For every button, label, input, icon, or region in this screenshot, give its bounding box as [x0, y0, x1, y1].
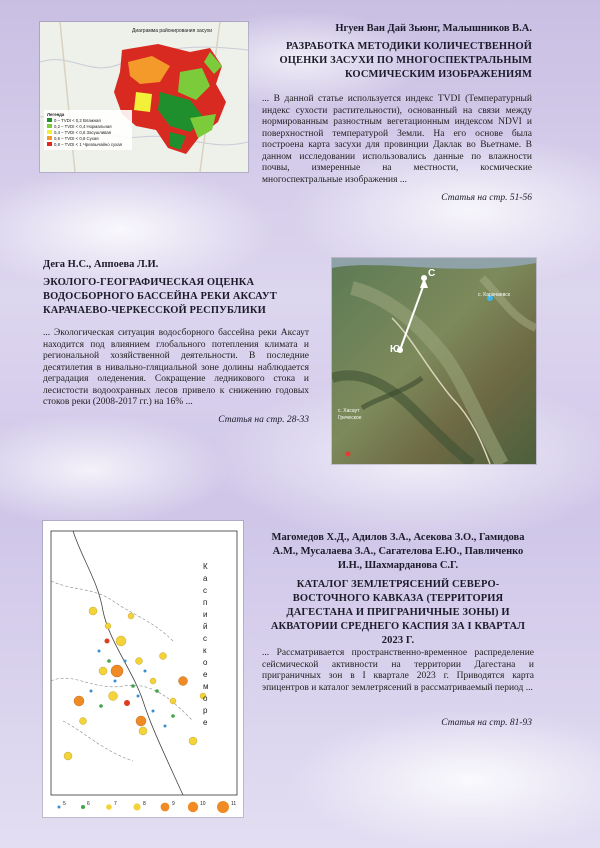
article-1-page-ref[interactable]: Статья на стр. 51-56 [441, 193, 532, 203]
article-2-authors: Дега Н.С., Аппоева Л.И. [43, 259, 159, 270]
legend-item [47, 142, 129, 148]
legend-label: 0,2 – TVDI < 0,4 Нормальная [54, 124, 112, 129]
scale-label: 8 [143, 801, 146, 807]
drought-map-title: Диаграмма районирования засухи [132, 28, 213, 34]
legend-swatch [47, 136, 52, 140]
legend-label: 0,8 – TVDI < 1 Чрезвычайно сухая [54, 142, 122, 147]
article-1-title: РАЗРАБОТКА МЕТОДИКИ КОЛИЧЕСТВЕННОЙ ОЦЕНКИ ЗАСУХИ ПО МНОГОСПЕКТРАЛЬНЫМ КОСМИЧЕСКИМ ИЗОБРАЖЕНИЯМ [279, 41, 532, 80]
article-1-authors: Нгуен Ван Дай Зьюнг, Малышников В.А. [335, 23, 532, 34]
scale-label: 9 [172, 801, 175, 807]
legend-label: 0 – TVDI < 0,2 Влажная [54, 118, 101, 123]
article-2-title: ЭКОЛОГО-ГЕОГРАФИЧЕСКАЯ ОЦЕНКА ВОДОСБОРНОГО БАССЕЙНА РЕКИ АКСАУТ КАРАЧАЕВО-ЧЕРКЕССКОЙ РЕСПУБЛИКИ [43, 277, 277, 316]
scale-label: 10 [200, 801, 206, 807]
earthquake-map-figure [43, 521, 243, 817]
legend-swatch [47, 124, 52, 128]
legend-swatch [47, 130, 52, 134]
river-basin-image [332, 258, 536, 464]
scale-label: 11 [231, 801, 237, 807]
article-2-page-ref[interactable]: Статья на стр. 28-33 [218, 415, 309, 425]
article-1-abstract: ... В данной статье используется индекс TVDI (Температурный индекс сухости растительности), основанный на связи между нормированным разностным вегетационным индексом NDVI и поверхностной температурой Земли. На его основе была построена карта засухи для провинции Даклак во Вьетнаме. В данном исследовании использовались данные по влажности почвы, измеренные на местности, космические многоспектральные изображения ... [262, 94, 532, 185]
article-2-abstract: ... Экологическая ситуация водосборного бассейна реки Аксаут находится под влиянием глобального потепления климата и региональной хозяйственной деятельности. В последние десятилетия в нивально-гляциальной зоне долины наблюдается деградация оледенения. Сокращение ледникового стока и лесистости водоохранных лесов привело к снижению годовых стоков реки (2008-2017 гг.) на 16% ... [43, 328, 309, 407]
legend-label: 0,6 – TVDI < 0,8 Сухая [54, 136, 99, 141]
legend-title: Легенда [47, 112, 65, 117]
compass-south-label: Ю [390, 344, 401, 355]
article-3-authors: Магомедов Х.Д., Адилов З.А., Асекова З.О., Гамидова А.М., Мусалаева З.А., Сагателова Е.Ю., Павличенко И.Н., Шахмарданова С.Г. [271, 532, 525, 571]
scale-label: 5 [63, 801, 66, 807]
drought-map-figure [40, 22, 248, 172]
legend-label: 0,4 – TVDI < 0,6 Засушливая [54, 130, 112, 135]
place-label-top: с. Карачаевск [478, 292, 510, 298]
place-label-bottom: с. Хасаут Греческое [338, 408, 362, 421]
legend-swatch [47, 142, 52, 146]
compass-north-label: С [428, 268, 436, 279]
article-3-abstract: ... Рассматривается пространственно-временное распределение сейсмической активности на территории Дагестана и приграничных зон в I квартале 2023 г. Приводятся карта эпицентров и каталог землетрясений в рассматриваемый период ... [262, 648, 534, 693]
scale-label: 7 [114, 801, 117, 807]
river-basin-photo [332, 258, 536, 464]
article-3-title: КАТАЛОГ ЗЕМЛЕТРЯСЕНИЙ СЕВЕРО-ВОСТОЧНОГО КАВКАЗА (ТЕРРИТОРИЯ ДАГЕСТАНА И ПРИГРАНИЧНЫЕ ЗОНЫ) И АКВАТОРИИ СРЕДНЕГО КАСПИЯ ЗА I КВАРТАЛ 2023 Г. [270, 579, 526, 646]
scale-label: 6 [87, 801, 90, 807]
drought-map-legend [44, 110, 132, 150]
sea-label: Каспийское море [203, 562, 211, 727]
earthquake-map-image [43, 521, 243, 817]
article-3-page-ref[interactable]: Статья на стр. 81-93 [441, 718, 532, 728]
legend-swatch [47, 118, 52, 122]
